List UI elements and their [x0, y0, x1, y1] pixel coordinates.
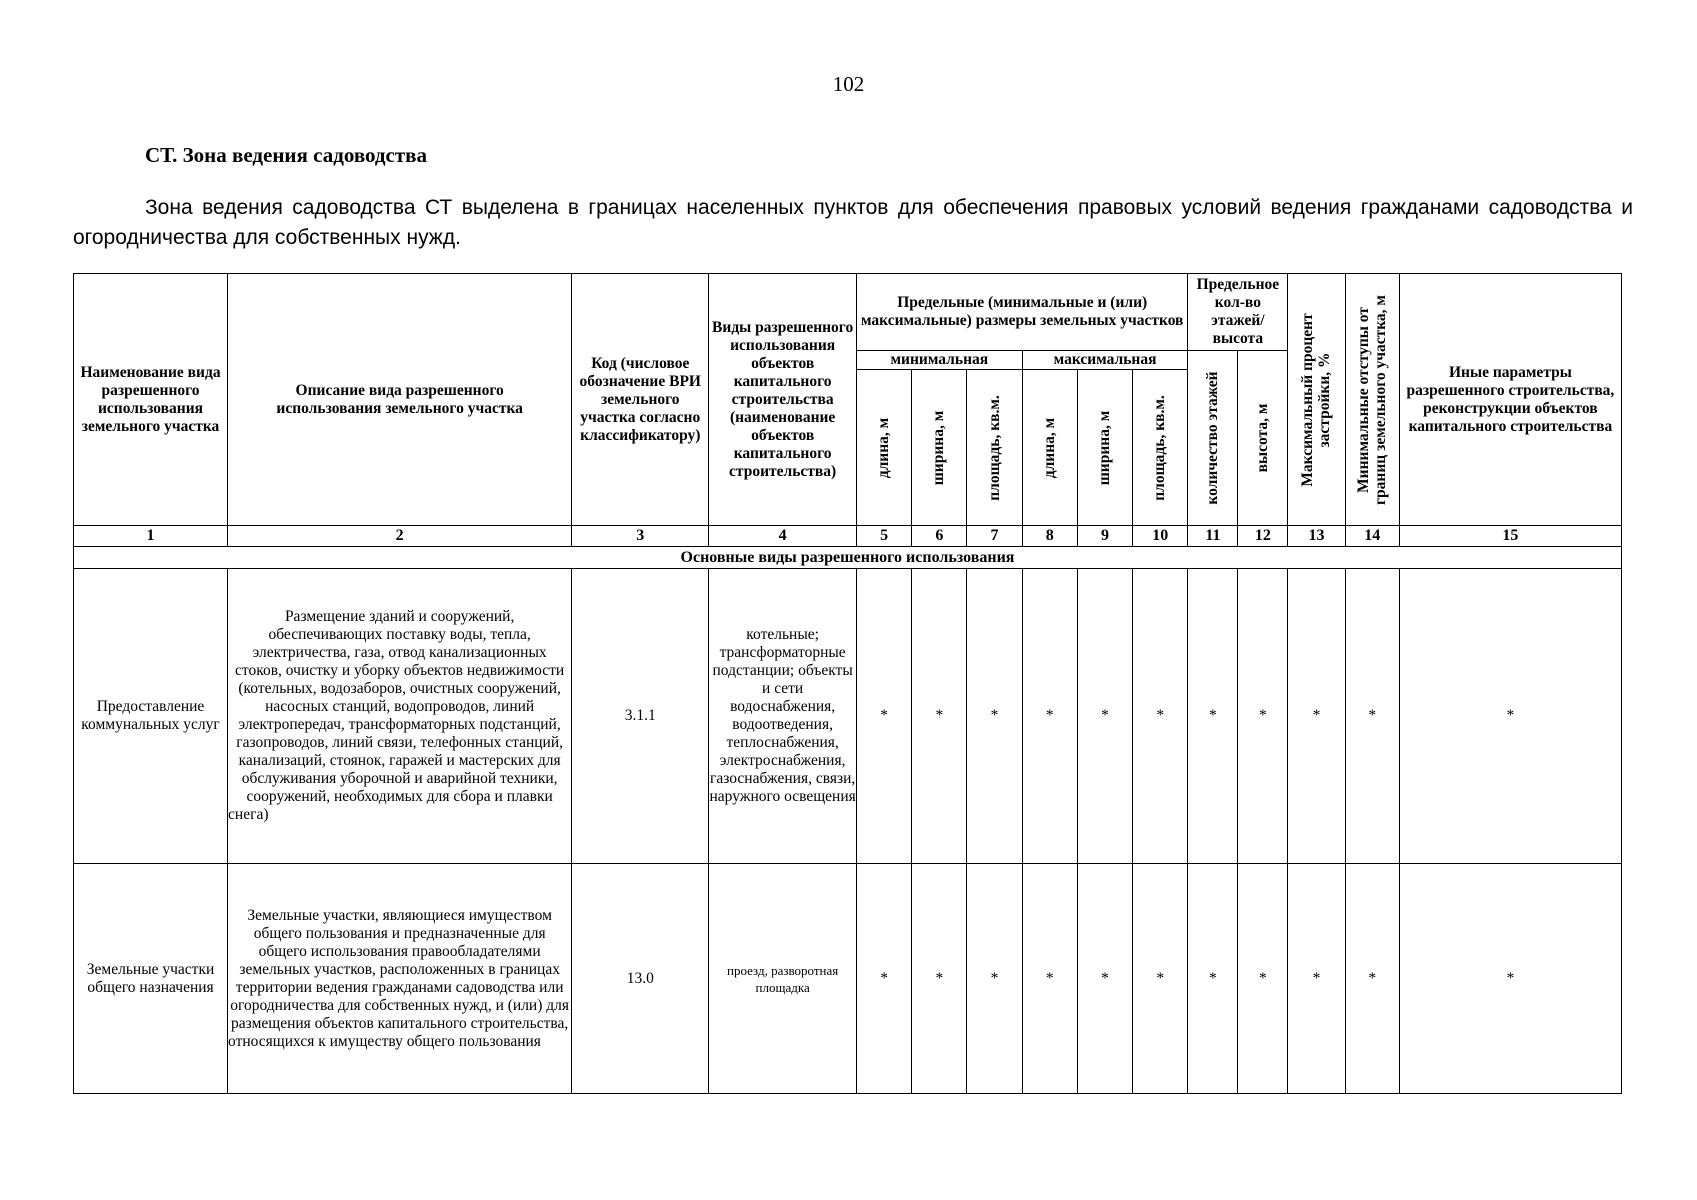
- row-value: *: [1238, 569, 1288, 864]
- row-value: *: [1022, 864, 1077, 1094]
- header-min-length: длина, м: [856, 370, 911, 526]
- row-name: Предоставление коммунальных услуг: [74, 569, 228, 864]
- column-number: 6: [912, 526, 967, 547]
- row-value: *: [856, 569, 911, 864]
- row-value: *: [1399, 864, 1621, 1094]
- header-description: Описание вида разрешенного использования земельного участка: [228, 274, 572, 526]
- section-title: СТ. Зона ведения садоводства: [145, 143, 428, 167]
- table-row: [74, 569, 1622, 864]
- page-number: 102: [832, 72, 865, 96]
- column-number: 7: [967, 526, 1022, 547]
- header-floors-group: Предельное кол-во этажей/ высота: [1188, 274, 1288, 351]
- row-value: *: [967, 569, 1022, 864]
- column-number: 4: [709, 526, 857, 547]
- column-number: 12: [1238, 526, 1288, 547]
- column-number: 1: [74, 526, 228, 547]
- row-value: *: [1133, 569, 1188, 864]
- header-name: Наименование вида разрешенного использования земельного участка: [74, 274, 228, 526]
- header-max-length: длина, м: [1022, 370, 1077, 526]
- column-number: 10: [1133, 526, 1188, 547]
- row-value: *: [1077, 569, 1132, 864]
- header-types: Виды разрешенного использования объектов капитального строительства (наименование объектов капитального строительства): [709, 274, 857, 526]
- header-other: Иные параметры разрешенного строительства, реконструкции объектов капитального строительства: [1399, 274, 1621, 526]
- table-row: [74, 864, 1622, 1094]
- column-number: 14: [1345, 526, 1399, 547]
- row-name: Земельные участки общего назначения: [74, 864, 228, 1094]
- row-value: *: [1077, 864, 1132, 1094]
- column-number: 15: [1399, 526, 1621, 547]
- row-value: *: [1133, 864, 1188, 1094]
- header-max-percent: Максимальный процент застройки, %: [1288, 274, 1345, 526]
- row-value: *: [967, 864, 1022, 1094]
- column-number: 8: [1022, 526, 1077, 547]
- column-numbers-row: [74, 526, 1622, 547]
- zone-table: [73, 273, 1622, 1094]
- intro-paragraph: Зона ведения садоводства СТ выделена в границах населенных пунктов для обеспечения правовых условий ведения гражданами садоводства и огородничества для собственных нужд.: [73, 196, 1633, 249]
- header-minimal: минимальная: [856, 351, 1022, 370]
- column-number: 9: [1077, 526, 1132, 547]
- row-value: *: [1399, 569, 1621, 864]
- header-height: высота, м: [1238, 351, 1288, 526]
- row-value: *: [1022, 569, 1077, 864]
- row-types: проезд, разворотная площадка: [709, 864, 857, 1094]
- header-maximal: максимальная: [1022, 351, 1188, 370]
- row-value: *: [1188, 569, 1238, 864]
- row-code: 3.1.1: [572, 569, 709, 864]
- row-value: *: [856, 864, 911, 1094]
- row-value: *: [1345, 569, 1399, 864]
- column-number: 11: [1188, 526, 1238, 547]
- section-row: [74, 547, 1622, 569]
- column-number: 3: [572, 526, 709, 547]
- column-number: 2: [228, 526, 572, 547]
- header-min-setback: Минимальные отступы от границ земельного участка, м: [1345, 274, 1399, 526]
- header-min-area: площадь, кв.м.: [967, 370, 1022, 526]
- row-code: 13.0: [572, 864, 709, 1094]
- row-description: Размещение зданий и сооружений, обеспечивающих поставку воды, тепла, электричества, газа, отвод канализационных стоков, очистку и уборку объектов недвижимости (котельных, водозаборов, очистных сооружений, насосных станций, водопроводов, линий электропередач, трансформаторных подстанций, газопроводов, линий связи, телефонных станций, канализаций, стоянок, гаражей и мастерских для обслуживания уборочной и аварийной техники, сооружений, необходимых для сбора и плавки снега): [228, 569, 572, 864]
- row-value: *: [1288, 864, 1345, 1094]
- row-value: *: [912, 864, 967, 1094]
- header-max-width: ширина, м: [1077, 370, 1132, 526]
- header-max-area: площадь, кв.м.: [1133, 370, 1188, 526]
- row-value: *: [1238, 864, 1288, 1094]
- section-label: Основные виды разрешенного использования: [74, 547, 1622, 569]
- row-description: Земельные участки, являющиеся имуществом общего пользования и предназначенные для общего использования правообладателями земельных участков, расположенных в границах территории ведения гражданами садоводства или огородничества для собственных нужд, и (или) для размещения объектов капитального строительства, относящихся к имуществу общего пользования: [228, 864, 572, 1094]
- row-types: котельные; трансформаторные подстанции; объекты и сети водоснабжения, водоотведения, теплоснабжения, электроснабжения, газоснабжения, связи, наружного освещения: [709, 569, 857, 864]
- row-value: *: [912, 569, 967, 864]
- column-number: 5: [856, 526, 911, 547]
- row-value: *: [1345, 864, 1399, 1094]
- header-floors: количество этажей: [1188, 351, 1238, 526]
- header-min-width: ширина, м: [912, 370, 967, 526]
- header-row-1: [74, 274, 1622, 351]
- row-value: *: [1188, 864, 1238, 1094]
- row-value: *: [1288, 569, 1345, 864]
- header-limits: Предельные (минимальные и (или) максимальные) размеры земельных участков: [856, 274, 1187, 351]
- column-number: 13: [1288, 526, 1345, 547]
- header-code: Код (числовое обозначение ВРИ земельного участка согласно классификатору): [572, 274, 709, 526]
